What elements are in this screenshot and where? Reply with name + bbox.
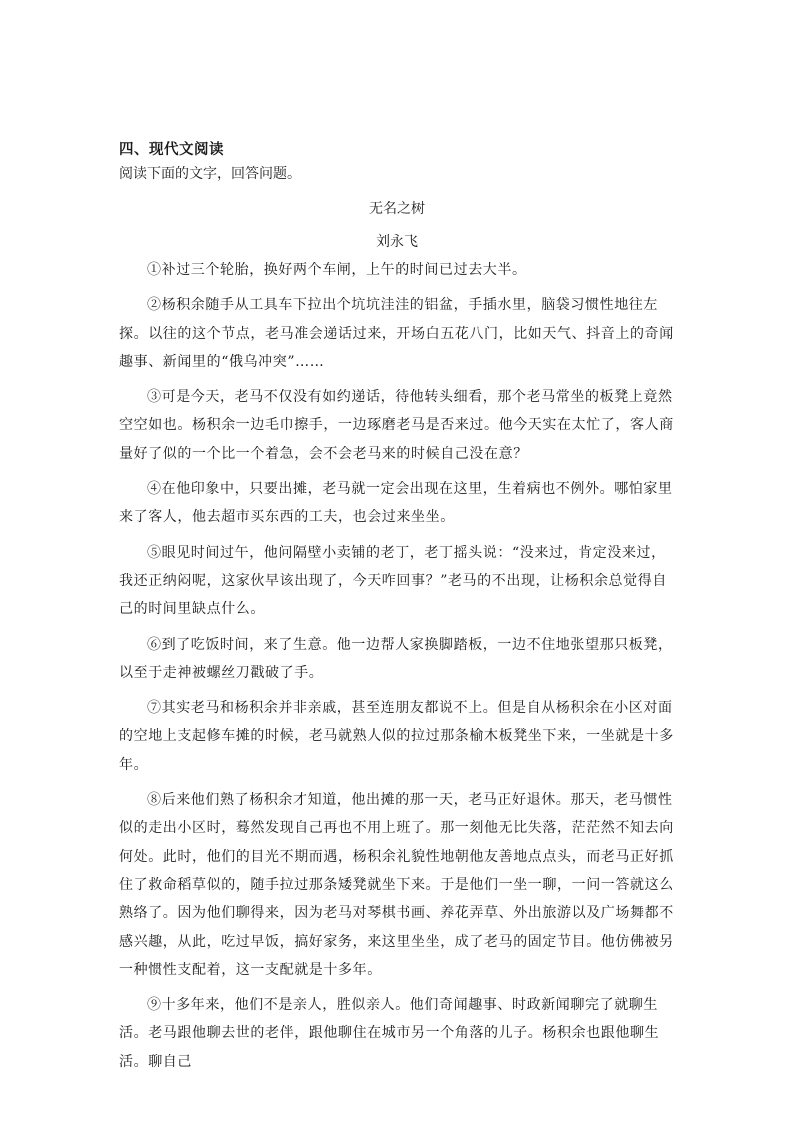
- paragraph-5: ⑤眼见时间过午，他问隔壁小卖铺的老丁，老丁摇头说：“没来过，肯定没来过，我还正纳闷呢，这家伙早该出现了，今天咋回事？”老马的不出现，让杨积余总觉得自己的时间里缺点什么。: [119, 544, 667, 618]
- reading-instruction: 阅读下面的文字，回答问题。: [119, 166, 301, 182]
- section-heading: 四、现代文阅读: [119, 142, 224, 158]
- paragraph-2: ②杨积余随手从工具车下拉出个坑坑洼洼的铝盆，手插水里，脑袋习惯性地往左探。以往的这个节点，老马准会递话过来，开场白五花八门，比如天气、抖音上的奇闻趣事、新闻里的“俄乌冲突”……: [119, 297, 674, 370]
- paragraph-9: ⑨十多年来，他们不是亲人，胜似亲人。他们奇闻趣事、时政新闻聊完了就聊生活。老马跟他聊去世的老伴，跟他聊住在城市另一个角落的儿子。杨积余也跟他聊生活。聊自己: [119, 997, 660, 1070]
- article-title: 无名之树: [369, 201, 425, 217]
- paragraph-1: ①补过三个轮胎，换好两个车闸，上午的时间已过去大半。: [147, 262, 527, 278]
- article-body: [119, 256, 675, 1076]
- paragraph-8: ⑧后来他们熟了杨积余才知道，他出摊的那一天，老马正好退休。那天，老马惯性似的走出小区时，蓦然发现自己再也不用上班了。那一刻他无比失落，茫茫然不知去向何处。此时，他们的目光不期而遇，杨积余礼貌性地朝他友善地点点头，而老马正好抓住了救命稻草似的，随手拉过那条矮凳就坐下来。于是他们一坐一聊，一问一答就这么熟络了。因为他们聊得来，因为老马对琴棋书画、养花弄草、外出旅游以及广场舞都不感兴趣，从此，吃过早饭，搞好家务，来这里坐坐，成了老马的固定节目。他仿佛被另一种惯性支配着，这一支配就是十多年。: [119, 792, 674, 978]
- paragraph-7: ⑦其实老马和杨积余并非亲戚，甚至连朋友都说不上。但是自从杨积余在小区对面的空地上支起修车摊的时候，老马就熟人似的拉过那条榆木板凳坐下来，一坐就是十多年。: [119, 700, 674, 773]
- paragraph-3: ③可是今天，老马不仅没有如约递话，待他转头细看，那个老马常坐的板凳上竟然空空如也。杨积余一边毛巾擦手，一边琢磨老马是否来过。他今天实在太忙了，客人商量好了似的一个比一个着急，会不会老马来的时候自己没在意？: [119, 389, 674, 462]
- paragraph-4: ④在他印象中，只要出摊，老马就一定会出现在这里，生着病也不例外。哪怕家里来了客人，他去超市买东西的工夫，也会过来坐坐。: [119, 481, 673, 526]
- paragraph-6: ⑥到了吃饭时间，来了生意。他一边帮人家换脚踏板，一边不住地张望那只板凳，以至于走神被螺丝刀戳破了手。: [119, 636, 673, 681]
- article-author: 刘永飞: [376, 234, 418, 250]
